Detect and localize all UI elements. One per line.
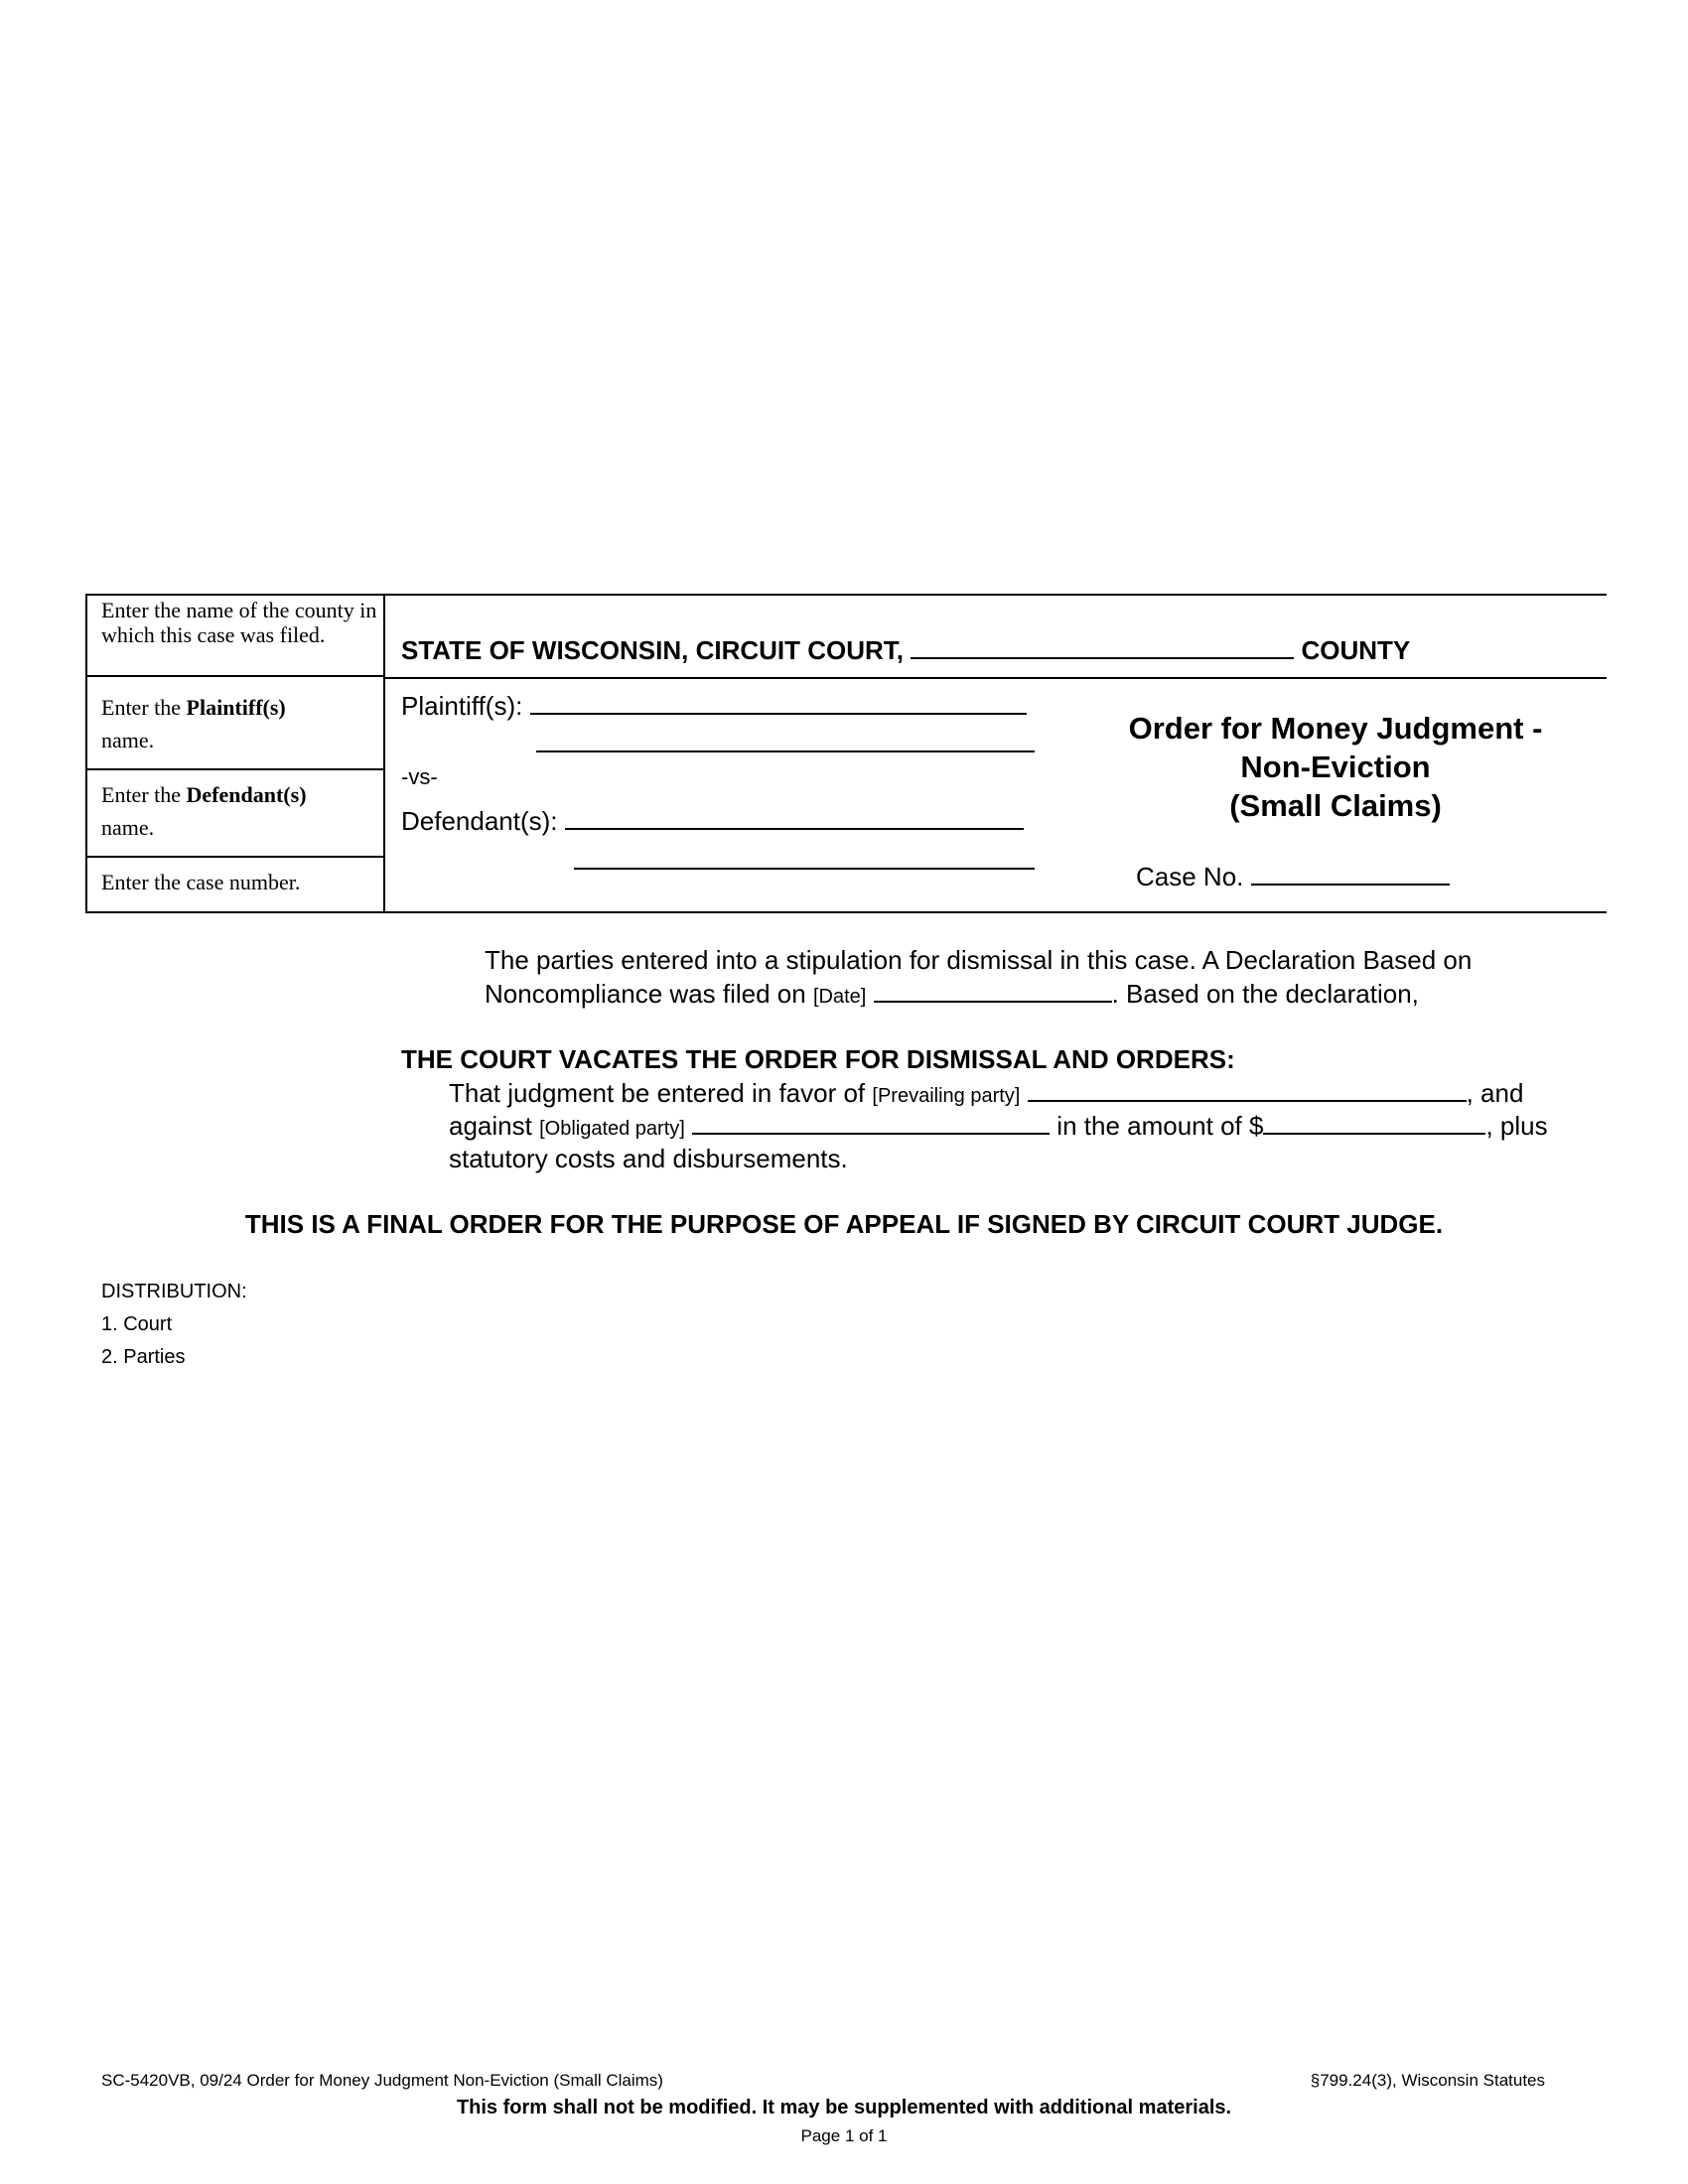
county-instruction-cell [87,596,385,677]
date-field[interactable] [874,1001,1112,1003]
state-court-prefix: STATE OF WISCONSIN, CIRCUIT COURT, [401,635,905,665]
plaintiff-instruction-prefix: Enter the [101,695,187,720]
distribution-item-parties: 2. Parties [101,1346,186,1368]
defendant-instruction-prefix: Enter the [101,782,187,807]
county-instruction: Enter the name of the county in which this case was filed. [101,598,377,647]
plaintiff-instruction-suffix: name. [101,728,155,752]
defendant-label: Defendant(s): [401,806,558,836]
defendant-instruction-cell [87,770,385,858]
county-field[interactable] [911,657,1294,659]
footer-form-id: SC-5420VB, 09/24 Order for Money Judgment Non-Eviction (Small Claims) [101,2071,663,2090]
plaintiff-line [401,691,1027,722]
based-on-declaration-text: . Based on the declaration, [1111,979,1419,1009]
against-text: against [449,1111,532,1141]
caption-row-divider [385,677,1607,679]
paragraph1-line1: The parties entered into a stipulation for dismissal in this case. A Declaration Based on [485,945,1473,975]
defendant-instruction-bold: Defendant(s) [186,782,307,807]
noncompliance-text: Noncompliance was filed on [485,979,806,1009]
form-title [1072,709,1599,825]
form-title-line1: Order for Money Judgment - [1128,711,1543,746]
distribution-item-court: 1. Court [101,1313,173,1335]
amount-text: in the amount of $ [1056,1111,1264,1141]
defendant-field-2[interactable] [574,868,1035,870]
amount-field[interactable] [1263,1133,1485,1135]
defendant-line [401,806,1024,837]
date-hint: [Date] [812,986,867,1008]
footer-page-number: Page 1 of 1 [800,2126,888,2145]
county-suffix: COUNTY [1301,635,1411,665]
and-text: , and [1466,1078,1524,1108]
final-order-notice: THIS IS A FINAL ORDER FOR THE PURPOSE OF APPEAL IF SIGNED BY CIRCUIT COURT JUDGE. [244,1209,1444,1239]
paragraph1-line2 [485,979,1419,1010]
order-line3: statutory costs and disbursements. [449,1144,848,1173]
plus-text: , plus [1485,1111,1548,1141]
prevailing-party-hint: [Prevailing party] [872,1085,1021,1107]
plaintiff-field-1[interactable] [530,713,1027,715]
obligated-party-field[interactable] [692,1133,1050,1135]
case-number-label: Case No. [1136,862,1244,891]
case-number-instruction: Enter the case number. [101,870,301,894]
form-title-line3: (Small Claims) [1229,788,1442,823]
case-number-instruction-cell [87,858,385,911]
court-orders-heading: THE COURT VACATES THE ORDER FOR DISMISSAL AND ORDERS: [401,1044,1235,1074]
plaintiff-instruction-bold: Plaintiff(s) [186,695,286,720]
footer-notice: This form shall not be modified. It may be supplemented with additional materials. [456,2097,1232,2118]
judgment-in-favor-text: That judgment be entered in favor of [449,1078,866,1108]
vs-label: -vs- [401,764,438,789]
case-number-field[interactable] [1251,884,1450,886]
defendant-field-1[interactable] [565,828,1024,830]
plaintiff-label: Plaintiff(s): [401,691,523,721]
prevailing-party-field[interactable] [1028,1100,1467,1102]
obligated-party-hint: [Obligated party] [539,1118,685,1140]
case-number-line [1136,862,1450,892]
footer-statute: §799.24(3), Wisconsin Statutes [1310,2071,1545,2090]
distribution-label: DISTRIBUTION: [101,1281,247,1302]
order-line2 [449,1111,1548,1142]
instruction-column [85,596,385,911]
defendant-instruction-suffix: name. [101,815,155,840]
state-court-line [401,635,1410,666]
form-title-line2: Non-Eviction [1240,750,1431,784]
order-line1 [449,1078,1523,1109]
plaintiff-instruction-cell [87,677,385,770]
plaintiff-field-2[interactable] [536,751,1035,752]
